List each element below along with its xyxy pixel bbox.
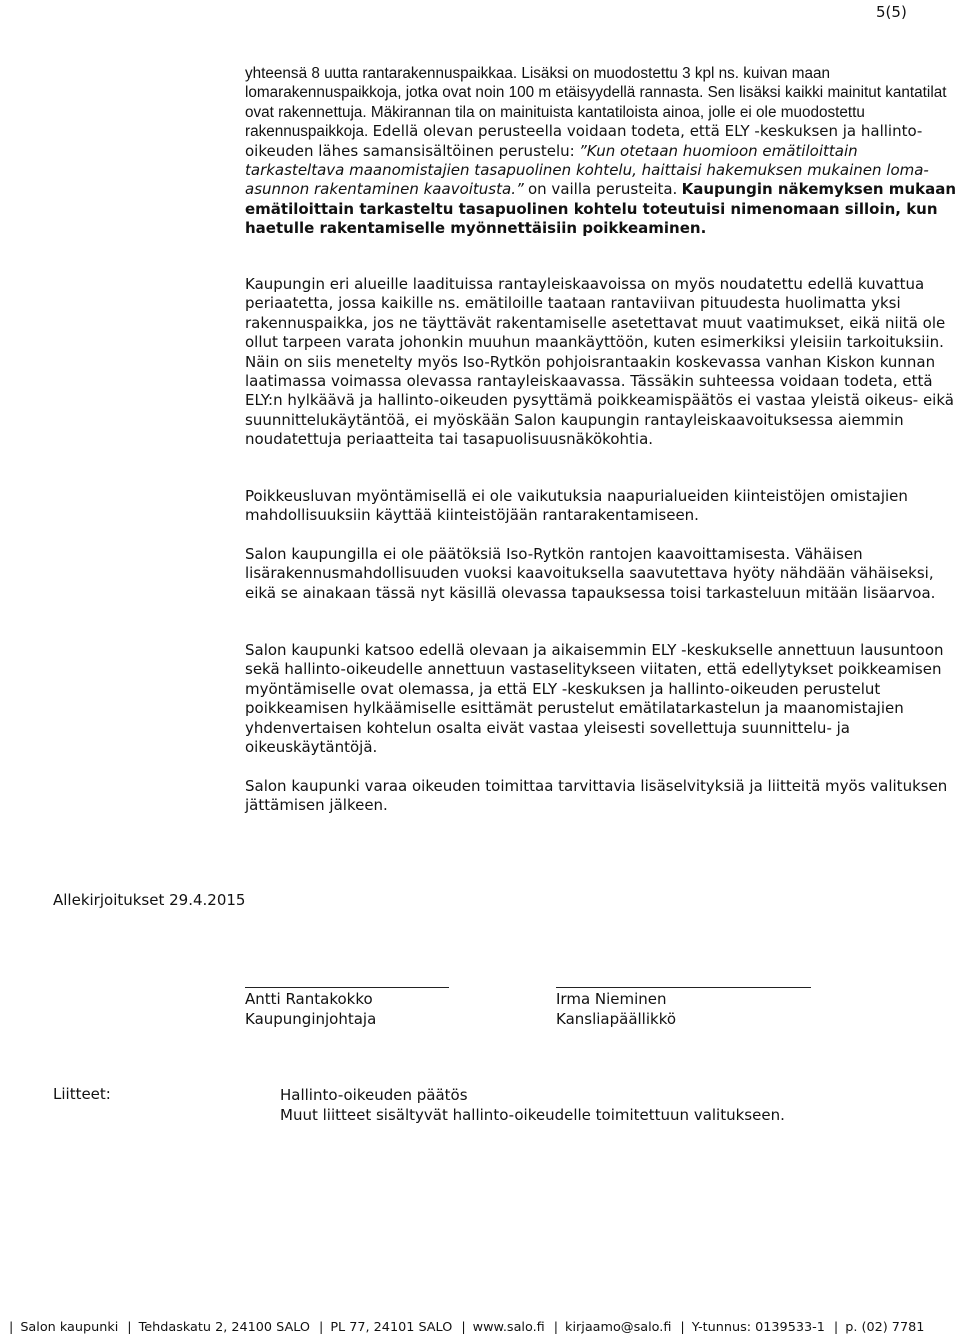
paragraph-1-quote: ”Kun otetaan huomioon emätiloittain tarkasteltava maanomistajien tasapuolinen kohtelu, haittaisi hakemuksen mukainen loma-asunnon rakentaminen kaavoitusta.” xyxy=(245,141,929,199)
signer-1-title: Kaupunginjohtaja xyxy=(245,1010,377,1028)
footer-separator: | xyxy=(127,1320,132,1335)
signer-1 xyxy=(245,989,376,1029)
paragraph-1-conclusion: on vailla perusteita. xyxy=(527,180,678,199)
paragraph-5: Salon kaupunki katsoo edellä olevaan ja aikaisemmin ELY -keskukselle annettuun lausuntoon sekä hallinto-oikeudelle annettuun vastaselitykseen viitaten, että edellytykset poikkeamisen myöntämiselle ovat olemassa, ja että ELY -keskuksen ja hallinto-oikeuden perustelut poikkeamisen hylkäämiselle esittämät perustelut emätilatarkastelun ja maanomistajien yhdenvertaisen kohtelun osalta eivät vastaa yleisesti sovellettuja suunnittelu- ja oikeuskäytäntöjä. xyxy=(245,641,944,757)
paragraph-6: Salon kaupunki varaa oikeuden toimittaa tarvittavia lisäselvityksiä ja liitteitä myös valituksen jättämisen jälkeen. xyxy=(245,777,948,815)
paragraph-4: Salon kaupungilla ei ole päätöksiä Iso-Rytkön rantojen kaavoittamisesta. Vähäisen lisärakennusmahdollisuuden vuoksi kaavoituksella saavutettava hyöty nähdään vähäiseksi, eikä se ainakaan tässä nyt käsillä olevassa tapauksessa toisi tarkasteluun mitään lisäarvoa. xyxy=(245,545,936,602)
signer-2 xyxy=(556,989,676,1029)
footer-separator: | xyxy=(553,1320,559,1335)
footer-organization: Salon kaupunki xyxy=(20,1320,119,1335)
footer-separator: | xyxy=(461,1320,466,1335)
page-number: 5(5) xyxy=(876,3,907,21)
footer-postal-address: PL 77, 24101 SALO xyxy=(330,1320,453,1335)
footer-email: kirjaamo@salo.fi xyxy=(565,1320,672,1335)
signer-2-name: Irma Nieminen xyxy=(556,990,667,1008)
attachments-list xyxy=(280,1085,785,1125)
footer-street-address: Tehdaskatu 2, 24100 SALO xyxy=(138,1320,311,1335)
footer xyxy=(0,1320,960,1337)
signer-1-name: Antti Rantakokko xyxy=(245,990,373,1008)
footer-phone: p. (02) 7781 xyxy=(845,1320,925,1335)
paragraph-1-reasoning: Edellä olevan perusteella voidaan todeta, että ELY -keskuksen ja hallinto-oikeuden lähes samansisältöinen perustelu: xyxy=(245,122,923,160)
attachment-item: Muut liitteet sisältyvät hallinto-oikeudelle toimitettuun valitukseen. xyxy=(280,1106,785,1124)
footer-business-id: Y-tunnus: 0139533-1 xyxy=(691,1320,825,1335)
attachment-item: Hallinto-oikeuden päätös xyxy=(280,1086,468,1104)
signature-line-2 xyxy=(556,987,811,988)
signature-line-1 xyxy=(245,987,449,988)
paragraph-3: Poikkeusluvan myöntämisellä ei ole vaikutuksia naapurialueiden kiinteistöjen omistajien mahdollisuuksiin käyttää kiinteistöjään rantarakentamiseen. xyxy=(245,487,908,525)
signer-2-title: Kansliapäällikkö xyxy=(556,1010,677,1028)
paragraph-2: Kaupungin eri alueille laadituissa rantayleiskaavoissa on myös noudatettu edellä kuvattua periaatetta, jossa kaikille ns. emätiloille taataan rantaviivan pituudesta huolimatta yksi rakennuspaikka, jos ne täyttävät rakentamiselle asetettavat muut vaatimukset, eikä niitä ole ollut tarpeen varata johonkin muuhun maankäyttöön, kuten esimerkiksi yleisiin tarkoituksiin. Näin on siis menetelty myös Iso-Rytkön pohjoisrantaakin koskevassa vanhan Kiskon kunnan laatimassa voimassa olevassa rantayleiskaavassa. Tässäkin suhteessa voidaan todeta, että ELY:n hylkäävä ja hallinto-oikeuden pysyttämä poikkeamispäätös ei vastaa yleistä oikeus- eikä suunnittelukäytäntöä, ei myöskään Salon kaupungin rantayleiskaavoituksessa aiemmin noudatettuja periaatteita tai tasapuolisuusnäkökohtia. xyxy=(245,275,954,449)
signature-date: Allekirjoitukset 29.4.2015 xyxy=(53,891,246,909)
footer-separator: | xyxy=(833,1320,839,1335)
paragraph-1 xyxy=(245,64,957,239)
footer-separator: | xyxy=(319,1320,324,1335)
paragraph-1-bold-statement: Kaupungin näkemyksen mukaan emätiloittain tarkasteltu tasapuolinen kohtelu toteutuisi nimenomaan silloin, kun haetulle rakentamiselle myönnettäisiin poikkeaminen. xyxy=(245,180,957,238)
footer-separator: | xyxy=(9,1320,14,1335)
footer-website: www.salo.fi xyxy=(472,1320,545,1335)
paragraph-1-intro: yhteensä 8 uutta rantarakennuspaikkaa. Lisäksi on muodostettu 3 kpl ns. kuivan maan lomarakennuspaikkoja, jotka ovat noin 100 m etäisyydellä rannasta. Sen lisäksi kaikki mainitut kantatilat ovat rakennettuja. Mäkirannan tila on mainituista kantatiloista ainoa, jolle ei ole muodostettu rakennuspaikkoja. xyxy=(245,65,947,141)
attachments-label: Liitteet: xyxy=(53,1085,111,1103)
footer-separator: | xyxy=(680,1320,685,1335)
